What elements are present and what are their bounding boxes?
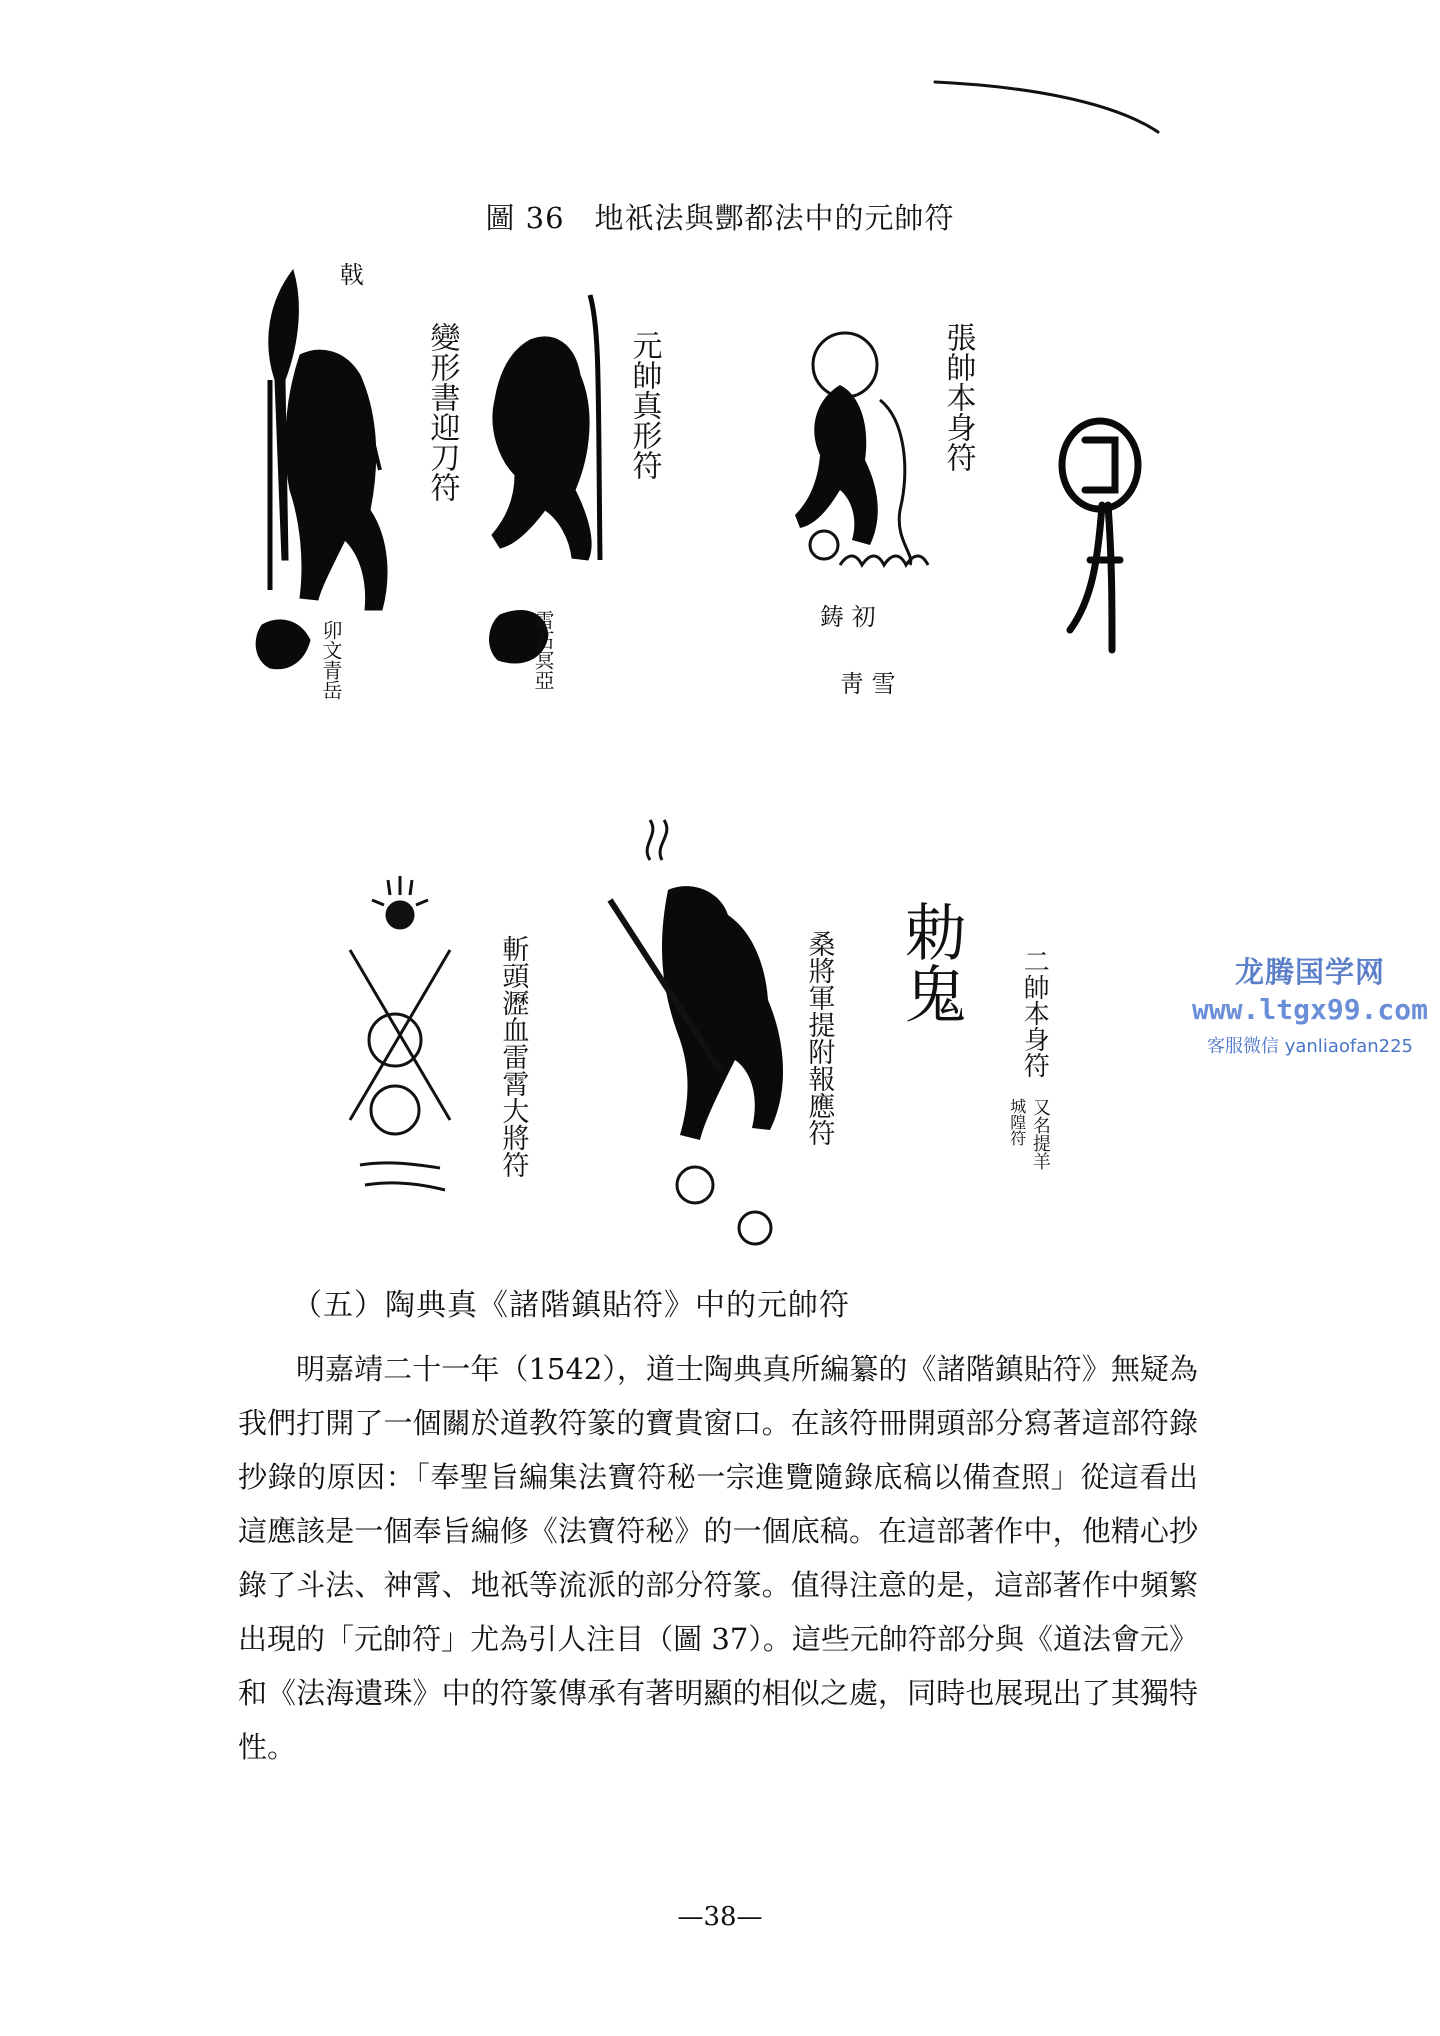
section-heading: （五）陶典真《諸階鎮貼符》中的元帥符 [292,1288,850,1323]
label-fig1-bottom: 卯文青岳 [319,620,343,700]
body-paragraph: 明嘉靖二十一年（1542），道士陶典真所編纂的《諸階鎮貼符》無疑為我們打開了一個關於道教符篆的寶貴窗口。在該符冊開頭部分寫著這部符錄抄錄的原因：「奉聖旨編集法寶符秘一宗進覽隨錄底稿以備查照」從這看出這應該是一個奉旨編修《法寶符秘》的一個底稿。在這部著作中，他精心抄錄了斗法、神霄、地祇等流派的部分符篆。值得注意的是，這部著作中頻繁出現的「元帥符」尤為引人注目（圖 37）。這些元帥符部分與《道法會元》和《法海遺珠》中的符篆傳承有著明顯的相似之處，同時也展現出了其獨特性。 [238,1352,1198,1764]
talisman-dancing-deity [490,295,600,663]
label-fig1-top: 戟 [335,262,364,286]
label-fig7-sub-a: 又名提羊 [1029,1098,1051,1170]
label-fig1-title: 變形書迎刀符 [424,322,460,502]
body-text [238,1342,1198,1774]
label-fig3-title: 張帥本身符 [940,322,976,472]
site-watermark [1180,950,1440,1058]
label-fig2-bottom: 雷石冥亞 [531,610,555,690]
talisman-script-glyph [1062,421,1138,650]
label-fig3-bottom-a: 鋳 初 [820,603,876,631]
label-fig7-large: 勅鬼 [894,900,968,1024]
watermark-title: 龙腾国学网 [1234,955,1385,989]
talisman-horse-general [610,820,783,1244]
page-number: —38— [677,1902,763,1932]
label-fig6-title: 桑將軍提附報應符 [803,930,835,1146]
watermark-contact: 客服微信 yanliaofan225 [1207,1036,1413,1057]
label-fig2-title: 元帥真形符 [626,330,662,480]
figure-caption: 圖 36 地祇法與酆都法中的元帥符 [485,201,955,235]
label-fig3-bottom-b: 靑 雪 [840,670,896,698]
label-fig7-sub-b: 城隍符 [1007,1098,1027,1146]
talisman-haloed-figure [795,333,928,565]
watermark-url[interactable]: www.ltgx99.com [1191,993,1428,1026]
label-fig5-title: 斬頭瀝血雷霄大將符 [497,935,529,1178]
talisman-warrior-halberd [256,270,387,669]
talisman-inscribed-circles [350,876,450,1190]
label-fig7-title: 二帥本身符 [1019,948,1050,1078]
